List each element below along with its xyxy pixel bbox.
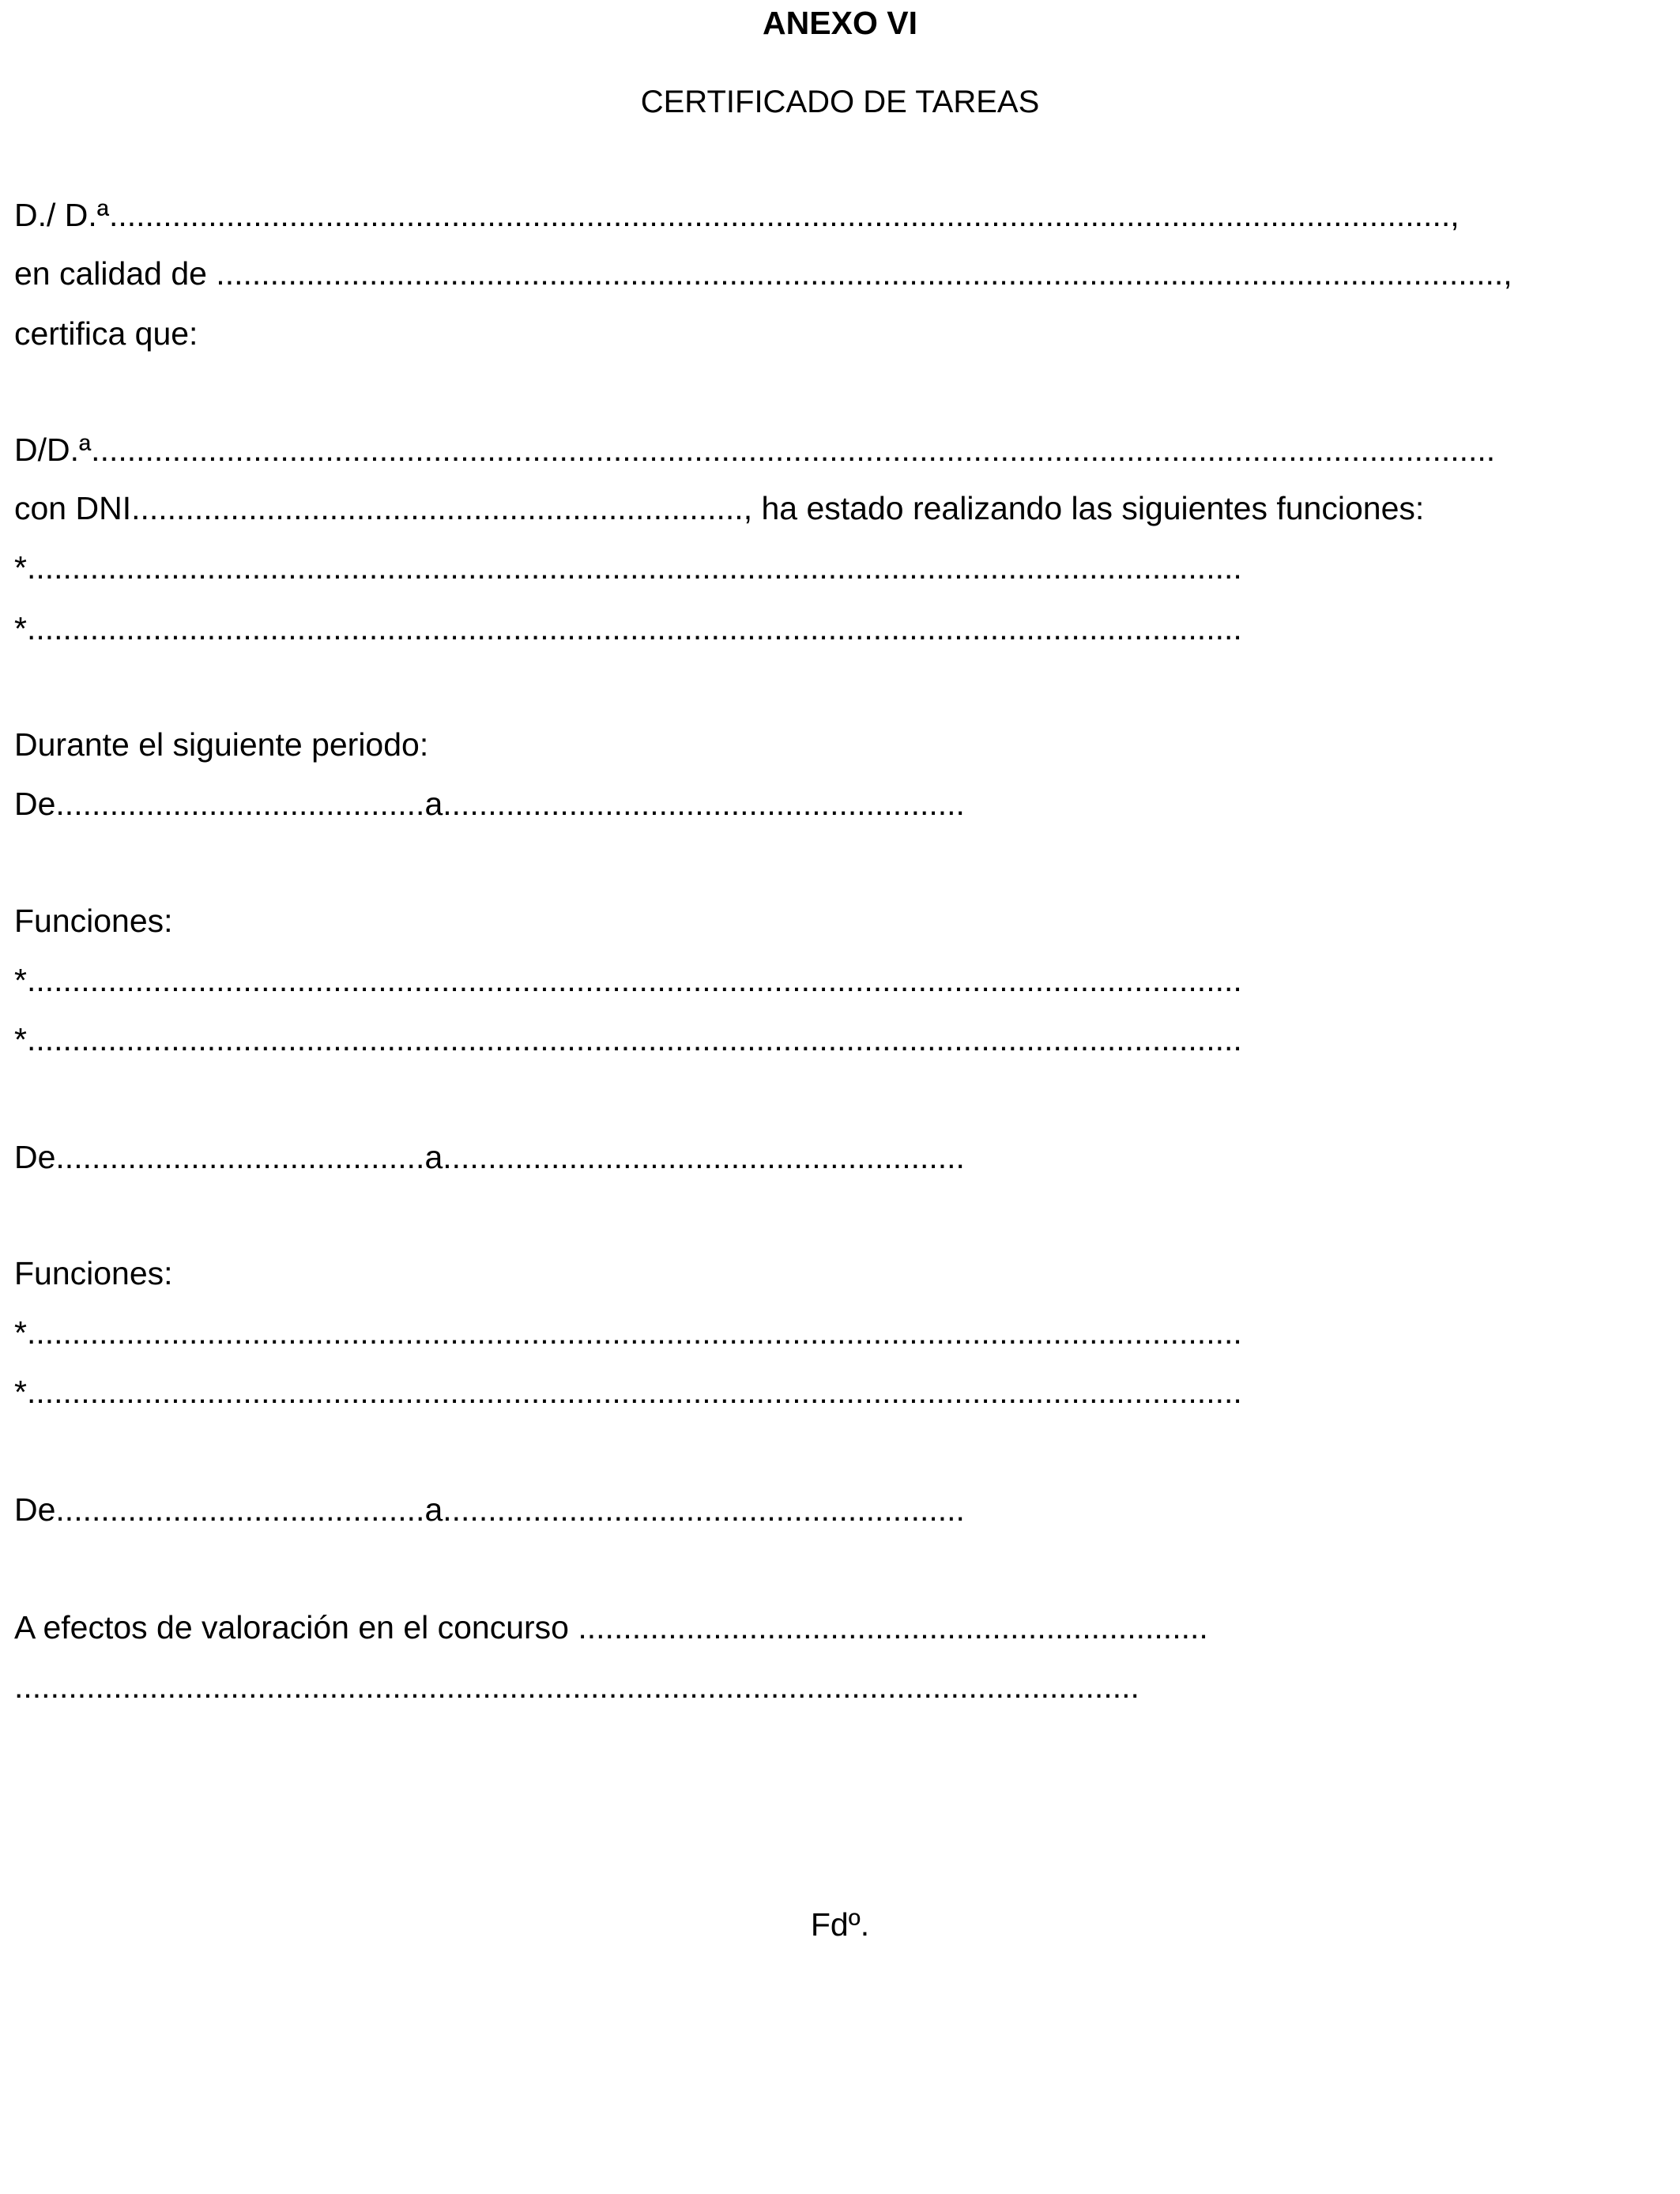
function-line: *....................................................................................................................................... xyxy=(14,1314,1242,1351)
period-line: De.........................................a.......................................................... xyxy=(14,786,965,822)
capacity-line: en calidad de ..............................................................................................................................................., xyxy=(14,255,1512,292)
function-line: *....................................................................................................................................... xyxy=(14,1374,1242,1410)
employee-name-line: D/D.ª............................................................................................................................................................ xyxy=(14,432,1496,468)
period-line: De.........................................a.......................................................... xyxy=(14,1139,965,1175)
purpose-line: A efectos de valoración en el concurso ...................................................................... xyxy=(14,1609,1208,1646)
document-title: ANEXO VI xyxy=(763,5,917,41)
certifies-line: certifica que: xyxy=(14,315,198,352)
function-line: *....................................................................................................................................... xyxy=(14,962,1242,998)
function-line: *....................................................................................................................................... xyxy=(14,549,1242,586)
functions-label: Funciones: xyxy=(14,903,173,939)
document-subtitle: CERTIFICADO DE TAREAS xyxy=(640,85,1040,119)
period-label: Durante el siguiente periodo: xyxy=(14,726,429,763)
functions-label: Funciones: xyxy=(14,1255,173,1291)
period-line: De.........................................a.......................................................... xyxy=(14,1491,965,1528)
function-line: *....................................................................................................................................... xyxy=(14,1021,1242,1057)
function-line: *....................................................................................................................................... xyxy=(14,610,1242,647)
purpose-continuation-line: ............................................................................................................................. xyxy=(14,1668,1139,1705)
certifier-name-line: D./ D.ª....................................................................................................................................................., xyxy=(14,197,1460,233)
dni-line: con DNI...................................................................., ha estado realizando las siguientes funciones: xyxy=(14,490,1425,526)
signature-label: Fdº. xyxy=(810,1906,870,1943)
